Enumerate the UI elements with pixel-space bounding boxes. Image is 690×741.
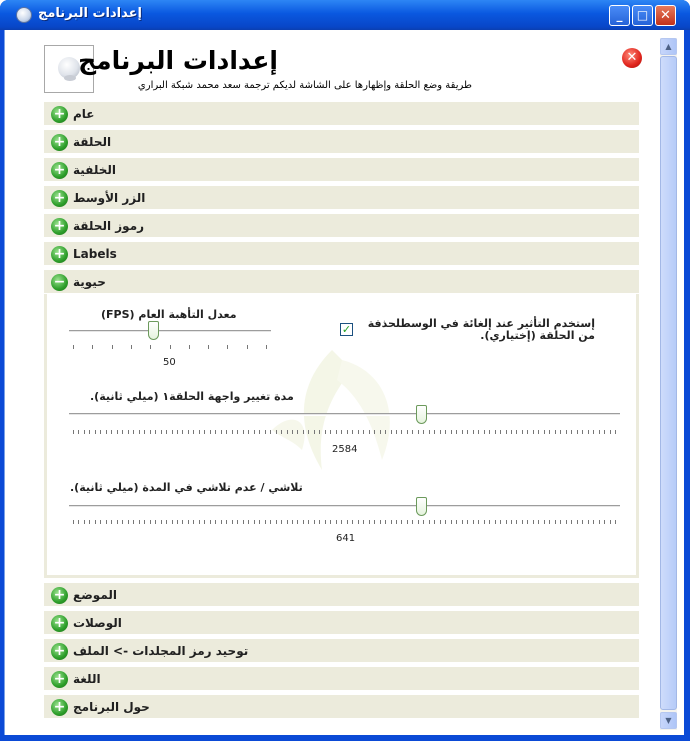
slider-tick (232, 430, 233, 434)
slider-tick (247, 345, 248, 349)
slider-tick (549, 430, 550, 434)
slider-tick (571, 520, 572, 524)
slider-tick (544, 430, 545, 434)
slider-tick (440, 430, 441, 434)
slider-tick (193, 520, 194, 524)
section-label: الزر الأوسط (73, 191, 146, 205)
slider-tick (429, 520, 430, 524)
slider-tick (506, 520, 507, 524)
slider-tick (380, 430, 381, 434)
logo-base (64, 75, 76, 81)
slider-tick (117, 520, 118, 524)
slider-tick (314, 430, 315, 434)
section-label: حيوية (73, 275, 106, 289)
fps-slider-thumb[interactable] (148, 321, 159, 340)
slider-tick (610, 430, 611, 434)
slider-tick (122, 430, 123, 434)
center-effect-label: إستخدم التأثير عند إلغائة في الوسطلحذفة من الحلقة (إختياري). (367, 317, 595, 342)
face-change-slider-track[interactable] (69, 413, 620, 416)
slider-tick (429, 430, 430, 434)
slider-tick (615, 520, 616, 524)
vertical-scrollbar[interactable] (660, 38, 677, 730)
slider-tick (193, 430, 194, 434)
slider-tick (128, 430, 129, 434)
slider-tick (369, 520, 370, 524)
slider-tick (549, 520, 550, 524)
slider-tick (467, 520, 468, 524)
slider-tick (161, 430, 162, 434)
slider-tick (363, 520, 364, 524)
slider-tick (84, 520, 85, 524)
slider-tick (385, 430, 386, 434)
face-change-value: 2584 (332, 444, 358, 455)
slider-tick (166, 430, 167, 434)
section-label: Labels (73, 247, 117, 261)
slider-tick (396, 430, 397, 434)
slider-tick (385, 520, 386, 524)
page-subtitle: طريقة وضع الحلقة وإظهارها على الشاشة لديكم ترجمة سعد محمد شبكة البراري (137, 80, 472, 91)
minimize-button[interactable]: _ (609, 5, 630, 26)
slider-tick (226, 520, 227, 524)
slider-tick (215, 430, 216, 434)
slider-tick (401, 430, 402, 434)
slider-tick (319, 520, 320, 524)
expand-icon[interactable]: + (51, 134, 68, 151)
slider-tick (500, 430, 501, 434)
close-settings-icon[interactable]: ✕ (622, 48, 642, 68)
section-background[interactable] (44, 158, 639, 182)
slider-tick (533, 430, 534, 434)
expand-icon[interactable]: + (51, 643, 68, 660)
slider-tick (489, 430, 490, 434)
slider-tick (221, 520, 222, 524)
face-change-slider-ticks (73, 430, 616, 435)
slider-tick (227, 345, 228, 349)
slider-tick (451, 520, 452, 524)
slider-tick (456, 520, 457, 524)
expand-icon[interactable]: + (51, 671, 68, 688)
slider-tick (226, 430, 227, 434)
slider-tick (423, 430, 424, 434)
slider-tick (243, 430, 244, 434)
slider-tick (106, 520, 107, 524)
expand-icon[interactable]: + (51, 587, 68, 604)
slider-tick (89, 430, 90, 434)
section-position[interactable] (44, 583, 639, 607)
slider-tick (358, 430, 359, 434)
slider-tick (527, 520, 528, 524)
slider-tick (155, 520, 156, 524)
slider-tick (204, 430, 205, 434)
section-folder-icons[interactable] (44, 639, 639, 663)
expand-icon[interactable]: + (51, 699, 68, 716)
slider-tick (615, 430, 616, 434)
slider-tick (522, 430, 523, 434)
section-shortcuts[interactable] (44, 611, 639, 635)
slider-tick (131, 345, 132, 349)
slider-tick (462, 430, 463, 434)
slider-tick (577, 430, 578, 434)
slider-tick (172, 430, 173, 434)
section-general[interactable] (44, 102, 639, 126)
slider-tick (133, 520, 134, 524)
slider-tick (106, 430, 107, 434)
fps-slider-ticks (73, 345, 267, 350)
slider-tick (412, 430, 413, 434)
slider-tick (407, 520, 408, 524)
fade-slider-track[interactable] (69, 505, 620, 508)
slider-tick (287, 430, 288, 434)
slider-tick (172, 520, 173, 524)
slider-tick (276, 520, 277, 524)
slider-tick (215, 520, 216, 524)
slider-tick (347, 430, 348, 434)
slider-tick (396, 520, 397, 524)
slider-tick (560, 520, 561, 524)
center-effect-checkbox[interactable]: ✓ (341, 323, 352, 336)
title-bar[interactable] (0, 0, 690, 30)
expand-icon[interactable]: + (51, 106, 68, 123)
expand-icon[interactable]: + (51, 218, 68, 235)
slider-tick (484, 430, 485, 434)
slider-tick (506, 430, 507, 434)
section-label: توحيد رمز المجلدات -> الملف (73, 644, 249, 658)
slider-tick (144, 520, 145, 524)
slider-tick (232, 520, 233, 524)
slider-tick (319, 430, 320, 434)
face-change-label: مدة تغيير واجهة الحلقة١ (ميلي ثانية). (90, 390, 294, 403)
slider-tick (391, 520, 392, 524)
collapse-icon[interactable]: − (51, 274, 68, 291)
slider-tick (500, 520, 501, 524)
slider-tick (347, 520, 348, 524)
slider-tick (495, 520, 496, 524)
slider-tick (478, 430, 479, 434)
slider-tick (122, 520, 123, 524)
slider-tick (254, 430, 255, 434)
scroll-down-button[interactable]: ▼ (660, 712, 677, 729)
slider-tick (182, 430, 183, 434)
section-about[interactable] (44, 695, 639, 719)
slider-tick (358, 520, 359, 524)
slider-tick (533, 520, 534, 524)
slider-tick (407, 430, 408, 434)
slider-tick (341, 430, 342, 434)
slider-tick (434, 520, 435, 524)
section-label: الوصلات (73, 616, 122, 630)
slider-tick (150, 430, 151, 434)
section-label: الخلفية (73, 163, 116, 177)
slider-tick (150, 520, 151, 524)
slider-tick (456, 430, 457, 434)
slider-tick (237, 520, 238, 524)
slider-tick (330, 430, 331, 434)
section-ring[interactable] (44, 130, 639, 154)
scrollbar-thumb[interactable] (660, 56, 677, 710)
slider-tick (555, 430, 556, 434)
slider-tick (144, 430, 145, 434)
slider-tick (330, 520, 331, 524)
slider-tick (204, 520, 205, 524)
slider-tick (566, 430, 567, 434)
scroll-up-button[interactable]: ▲ (660, 38, 677, 55)
slider-tick (560, 430, 561, 434)
slider-tick (95, 520, 96, 524)
slider-tick (199, 520, 200, 524)
slider-tick (248, 520, 249, 524)
slider-tick (516, 520, 517, 524)
slider-tick (73, 430, 74, 434)
slider-tick (243, 520, 244, 524)
slider-tick (177, 520, 178, 524)
slider-tick (566, 520, 567, 524)
slider-tick (538, 520, 539, 524)
slider-tick (259, 520, 260, 524)
slider-tick (511, 430, 512, 434)
slider-tick (467, 430, 468, 434)
slider-tick (440, 520, 441, 524)
slider-tick (604, 520, 605, 524)
slider-tick (593, 430, 594, 434)
slider-tick (177, 430, 178, 434)
slider-tick (254, 520, 255, 524)
close-window-button[interactable]: ✕ (655, 5, 676, 26)
slider-tick (188, 430, 189, 434)
slider-tick (266, 345, 267, 349)
slider-tick (325, 520, 326, 524)
fade-label: تلاشي / عدم تلاشي في المدة (ميلي ثانية). (70, 481, 303, 494)
fps-value: 50 (163, 357, 176, 368)
slider-tick (303, 430, 304, 434)
slider-tick (78, 520, 79, 524)
slider-tick (150, 345, 151, 349)
slider-tick (374, 520, 375, 524)
slider-tick (516, 430, 517, 434)
slider-tick (259, 430, 260, 434)
slider-tick (484, 520, 485, 524)
slider-tick (297, 430, 298, 434)
slider-tick (208, 345, 209, 349)
slider-tick (538, 430, 539, 434)
slider-tick (139, 520, 140, 524)
slider-tick (265, 430, 266, 434)
slider-tick (434, 430, 435, 434)
slider-tick (89, 520, 90, 524)
slider-tick (588, 520, 589, 524)
slider-tick (188, 520, 189, 524)
slider-tick (473, 430, 474, 434)
expand-icon[interactable]: + (51, 190, 68, 207)
slider-tick (495, 430, 496, 434)
slider-tick (199, 430, 200, 434)
slider-tick (577, 520, 578, 524)
section-animation[interactable] (44, 270, 639, 294)
slider-tick (161, 520, 162, 524)
fade-value: 641 (336, 533, 356, 544)
slider-tick (582, 520, 583, 524)
slider-tick (139, 430, 140, 434)
slider-tick (582, 430, 583, 434)
section-label: الموضع (73, 588, 117, 602)
slider-tick (555, 520, 556, 524)
slider-tick (588, 430, 589, 434)
slider-tick (604, 430, 605, 434)
expand-icon[interactable]: + (51, 246, 68, 263)
fps-label: معدل التأهبة العام (FPS) (101, 308, 237, 321)
slider-tick (445, 430, 446, 434)
slider-tick (462, 520, 463, 524)
slider-tick (473, 520, 474, 524)
slider-tick (599, 520, 600, 524)
slider-tick (571, 430, 572, 434)
slider-tick (248, 430, 249, 434)
slider-tick (412, 520, 413, 524)
slider-tick (527, 430, 528, 434)
slider-tick (237, 430, 238, 434)
slider-tick (112, 345, 113, 349)
slider-tick (593, 520, 594, 524)
slider-tick (100, 520, 101, 524)
slider-tick (369, 430, 370, 434)
slider-tick (352, 430, 353, 434)
slider-tick (308, 430, 309, 434)
section-labels[interactable] (44, 242, 639, 266)
slider-tick (363, 430, 364, 434)
slider-tick (511, 520, 512, 524)
slider-tick (292, 430, 293, 434)
slider-tick (445, 520, 446, 524)
slider-tick (352, 520, 353, 524)
slider-tick (401, 520, 402, 524)
slider-tick (117, 430, 118, 434)
expand-icon[interactable]: + (51, 615, 68, 632)
slider-tick (297, 520, 298, 524)
fade-slider-ticks (73, 520, 616, 525)
slider-tick (610, 520, 611, 524)
slider-tick (308, 520, 309, 524)
page-title: إعدادات البرنامج (78, 46, 278, 75)
section-middle-button[interactable] (44, 186, 639, 210)
slider-tick (314, 520, 315, 524)
slider-tick (100, 430, 101, 434)
slider-tick (418, 520, 419, 524)
slider-tick (287, 520, 288, 524)
slider-tick (281, 430, 282, 434)
slider-tick (599, 430, 600, 434)
slider-tick (303, 520, 304, 524)
slider-tick (128, 520, 129, 524)
watermark-logo (232, 340, 432, 480)
slider-tick (544, 520, 545, 524)
section-label: حول البرنامج (73, 700, 150, 714)
slider-tick (418, 430, 419, 434)
face-change-slider-thumb[interactable] (416, 405, 427, 424)
slider-tick (189, 345, 190, 349)
slider-tick (166, 520, 167, 524)
slider-tick (374, 430, 375, 434)
section-language[interactable] (44, 667, 639, 691)
slider-tick (95, 430, 96, 434)
slider-tick (78, 430, 79, 434)
slider-tick (270, 430, 271, 434)
section-label: عام (73, 107, 95, 121)
slider-tick (182, 520, 183, 524)
slider-tick (341, 520, 342, 524)
slider-tick (265, 520, 266, 524)
slider-tick (111, 520, 112, 524)
slider-tick (92, 345, 93, 349)
slider-tick (170, 345, 171, 349)
slider-tick (270, 520, 271, 524)
section-label: رموز الحلقة (73, 219, 145, 233)
slider-tick (84, 430, 85, 434)
slider-tick (451, 430, 452, 434)
slider-tick (210, 430, 211, 434)
slider-tick (391, 430, 392, 434)
slider-tick (281, 520, 282, 524)
section-label: الحلقة (73, 135, 112, 149)
fps-slider-track[interactable] (69, 330, 271, 333)
slider-tick (489, 520, 490, 524)
slider-tick (292, 520, 293, 524)
slider-tick (380, 520, 381, 524)
fade-slider-thumb[interactable] (416, 497, 427, 516)
slider-tick (325, 430, 326, 434)
slider-tick (276, 430, 277, 434)
section-label: اللغة (73, 672, 101, 686)
slider-tick (73, 345, 74, 349)
slider-tick (111, 430, 112, 434)
slider-tick (336, 520, 337, 524)
slider-tick (210, 520, 211, 524)
slider-tick (221, 430, 222, 434)
section-ring-icons[interactable] (44, 214, 639, 238)
maximize-button[interactable]: □ (632, 5, 653, 26)
app-icon (16, 7, 32, 23)
slider-tick (522, 520, 523, 524)
slider-tick (336, 430, 337, 434)
slider-tick (155, 430, 156, 434)
slider-tick (133, 430, 134, 434)
slider-tick (478, 520, 479, 524)
slider-tick (73, 520, 74, 524)
slider-tick (423, 520, 424, 524)
window-title: إعدادات البرنامج (38, 6, 142, 21)
expand-icon[interactable]: + (51, 162, 68, 179)
